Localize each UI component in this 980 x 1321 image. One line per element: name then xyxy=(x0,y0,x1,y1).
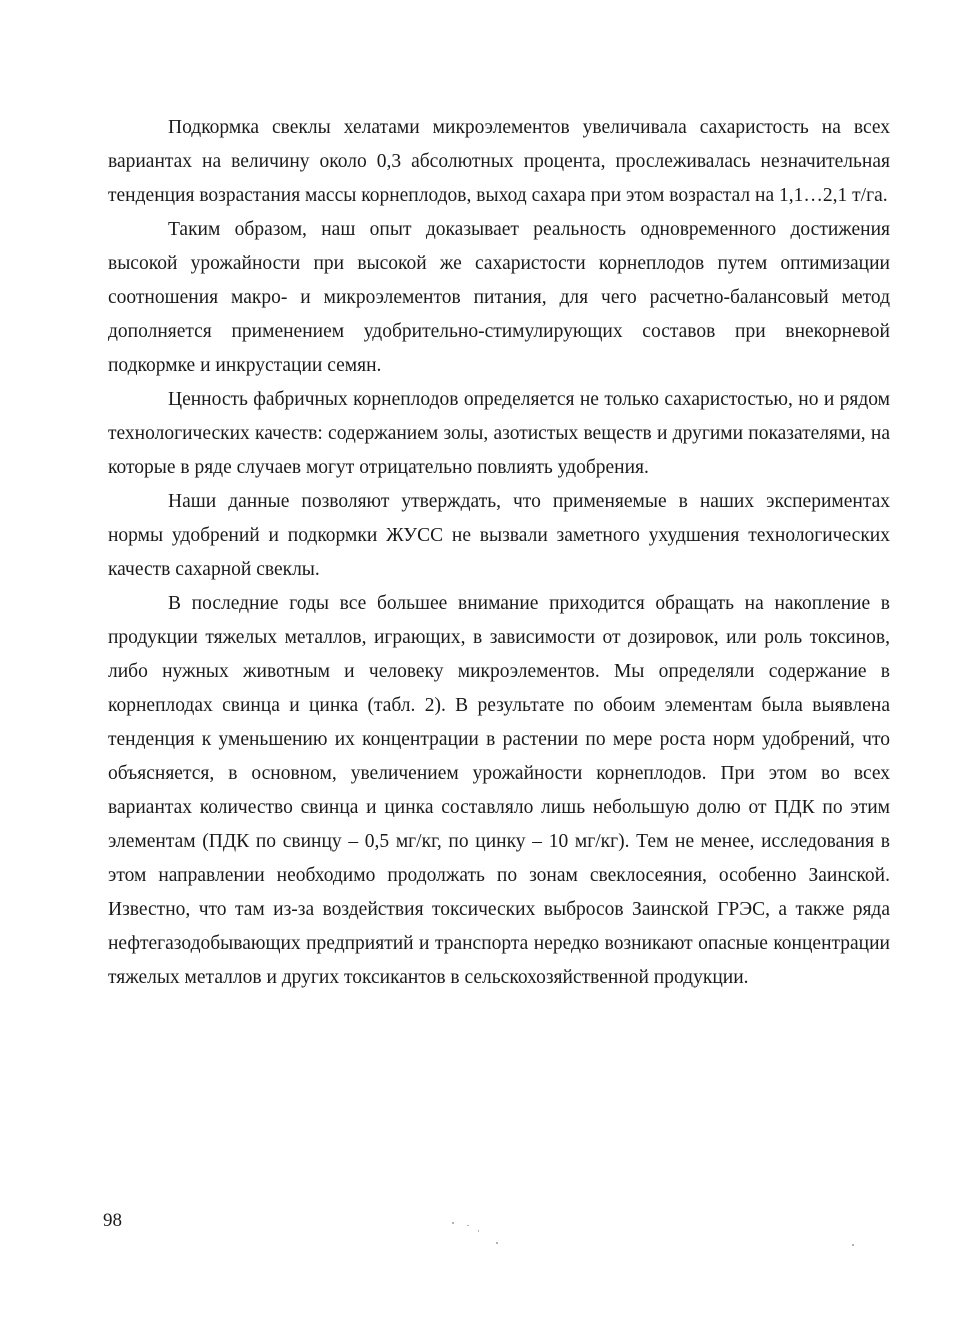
scan-speck xyxy=(852,1244,854,1246)
scan-speck xyxy=(467,1225,469,1226)
page-number: 98 xyxy=(103,1210,122,1231)
paragraph-4: Наши данные позволяют утверждать, что применяемые в наших экспериментах нормы удобрений и подкормки ЖУСС не вызвали заметного ухудшения технологических качеств сахарной свеклы. xyxy=(108,491,890,580)
paragraph-2: Таким образом, наш опыт доказывает реальность одновременного достижения высокой урожайности при высокой же сахаристости корнеплодов путем оптимизации соотношения макро- и микроэлементов питания, для чего расчетно-балансовый метод дополняется применением удобрительно-стимулирующих составов при внекорневой подкормке и инкрустации семян. xyxy=(108,219,890,376)
paragraph-1: Подкормка свеклы хелатами микроэлементов увеличивала сахаристость на всех вариантах на величину около 0,3 абсолютных процента, прослеживалась незначительная тенденция возрастания массы корнеплодов, выход сахара при этом возрастал на 1,1…2,1 т/га. xyxy=(108,117,890,206)
scan-speck xyxy=(452,1222,454,1224)
paragraph-3: Ценность фабричных корнеплодов определяется не только сахаристостью, но и рядом технологических качеств: содержанием золы, азотистых веществ и другими показателями, на которые в ряде случаев могут отрицательно повлиять удобрения. xyxy=(108,389,890,478)
body-text xyxy=(108,111,890,995)
scan-speck xyxy=(478,1230,479,1232)
scan-speck xyxy=(496,1242,498,1244)
paragraph-5: В последние годы все большее внимание приходится обращать на накопление в продукции тяжелых металлов, играющих, в зависимости от дозировок, или роль токсинов, либо нужных животным и человеку микроэлементов. Мы определяли содержание в корнеплодах свинца и цинка (табл. 2). В результате по обоим элементам была выявлена тенденция к уменьшению их концентрации в растении по мере роста норм удобрений, что объясняется, в основном, увеличением урожайности корнеплодов. При этом во всех вариантах количество свинца и цинка составляло лишь небольшую долю от ПДК по этим элементам (ПДК по свинцу – 0,5 мг/кг, по цинку – 10 мг/кг). Тем не менее, исследования в этом направлении необходимо продолжать по зонам свеклосеяния, особенно Заинской. Известно, что там из-за воздействия токсических выбросов Заинской ГРЭС, а также ряда нефтегазодобывающих предприятий и транспорта нередко возникают опасные концентрации тяжелых металлов и других токсикантов в сельскохозяйственной продукции. xyxy=(108,593,890,988)
